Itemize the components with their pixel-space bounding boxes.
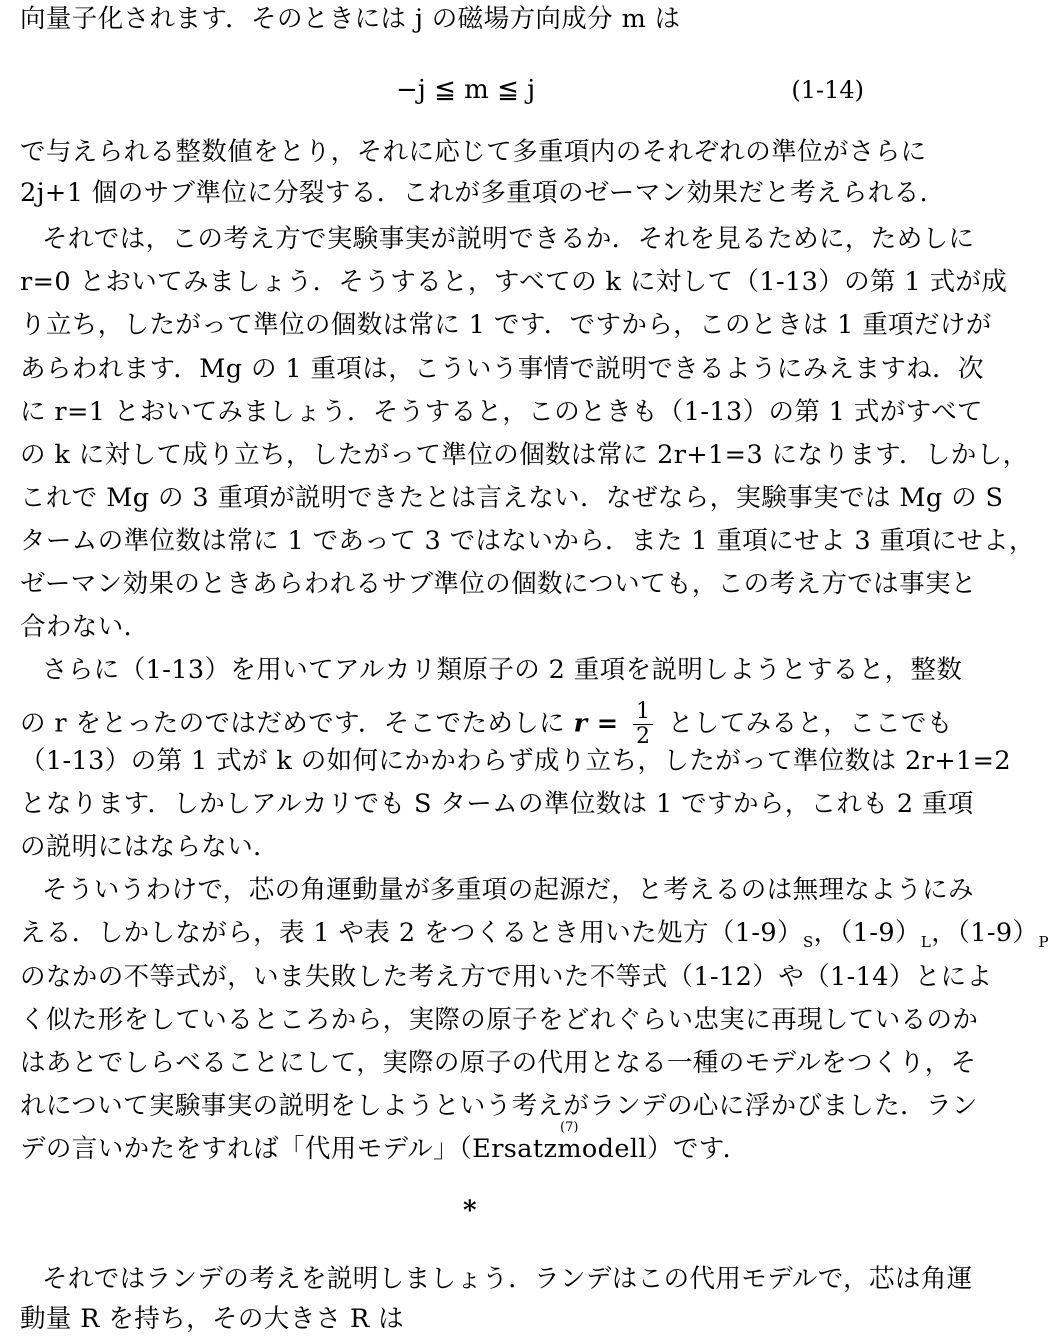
- text-line: り立ち，したがって準位の個数は常に 1 です．ですから，このときは 1 重項だけが: [20, 310, 992, 340]
- equation-number: (1-14): [791, 76, 864, 104]
- fraction-lhs: r =: [573, 708, 619, 739]
- text-line: れについて実験事実の説明をしようという考えがランデの心に浮かびました．ラン: [20, 1091, 978, 1121]
- subscript: L: [920, 933, 932, 951]
- text-fragment: える．しかしながら，表 1 や表 2 をつくるとき用いた処方（1-9）: [20, 918, 803, 948]
- text-line: 合わない．: [20, 612, 150, 642]
- text-line: タームの準位数は常に 1 であって 3 ではないから．また 1 重項にせよ 3 重項にせよ，: [20, 526, 1035, 556]
- paragraph-start: そういうわけで，芯の角運動量が多重項の起源だ，と考えるのは無理なようにみ: [42, 875, 974, 905]
- footnote-mark: (7): [560, 1120, 579, 1135]
- text-line: ゼーマン効果のときあらわれるサブ準位の個数についても，この考え方では事実と: [20, 569, 977, 599]
- section-separator: *: [463, 1196, 477, 1226]
- text-line: 2j+1 個のサブ準位に分裂する．これが多重項のゼーマン効果だと考えられる．: [20, 178, 946, 208]
- text-fragment: の r をとったのではだめです．そこでためしに: [20, 708, 566, 739]
- fraction: [633, 700, 653, 749]
- text-line: 向量子化されます．そのときには j の磁場方向成分 m は: [20, 4, 681, 34]
- text-line: の説明にはならない．: [20, 832, 280, 862]
- text-fragment: ，（1-9）: [931, 918, 1039, 948]
- text-line: の k に対して成り立ち，したがって準位の個数は常に 2r+1=3 になります．しかし，: [20, 440, 1029, 470]
- text-line: （1-13）の第 1 式が k の如何にかかわらず成り立ち，したがって準位数は 2r+1=2: [20, 746, 1011, 776]
- equation: −j ≦ m ≦ j: [396, 75, 536, 105]
- text-line: となります．しかしアルカリでも S タームの準位数は 1 ですから，これも 2 重項: [20, 789, 974, 819]
- text-line: で与えられる整数値をとり，それに応じて多重項内のそれぞれの準位がさらに: [20, 137, 927, 167]
- text-line: あらわれます．Mg の 1 重項は，こういう事情で説明できるようにみえますね．次: [20, 354, 984, 384]
- subscript: P: [1038, 933, 1049, 951]
- text-line: のなかの不等式が，いま失敗した考え方で用いた不等式（1-12）や（1-14）とによ: [20, 962, 993, 992]
- text-line: はあとでしらべることにして，実際の原子の代用となる一種のモデルをつくり，そ: [20, 1048, 977, 1078]
- paragraph-start: それでは，この考え方で実験事実が説明できるか．それを見るために，ためしに: [42, 224, 975, 254]
- paragraph-start: さらに（1-13）を用いてアルカリ類原子の 2 重項を説明しようとすると，整数: [42, 655, 963, 685]
- text-line: デの言いかたをすれば「代用モデル」（Ersatzmodell）です．: [20, 1134, 749, 1164]
- text-fragment: としてみると，ここでも: [667, 708, 953, 739]
- paragraph-start: それではランデの考えを説明しましょう．ランデはこの代用モデルで，芯は角運: [42, 1264, 973, 1294]
- text-fragment: ，（1-9）: [813, 918, 921, 948]
- subscript: S: [802, 933, 814, 951]
- text-line-with-subscripts: [20, 916, 1049, 959]
- fraction-numerator: 1: [633, 700, 653, 725]
- fraction-denominator: 2: [635, 724, 651, 749]
- text-line: 動量 R を持ち，その大きさ R は: [20, 1304, 405, 1334]
- text-line: に r=1 とおいてみましょう．そうすると，このときも（1-13）の第 1 式がすべて: [20, 397, 983, 427]
- text-line: これで Mg の 3 重項が説明できたとは言えない．なぜなら，実験事実では Mg の S: [20, 483, 1004, 513]
- text-line-with-fraction: [20, 699, 953, 749]
- text-line: r=0 とおいてみましょう．そうすると，すべての k に対して（1-13）の第 1 式が成: [20, 267, 1008, 297]
- text-line: く似た形をしているところから，実際の原子をどれぐらい忠実に再現しているのか: [20, 1005, 979, 1035]
